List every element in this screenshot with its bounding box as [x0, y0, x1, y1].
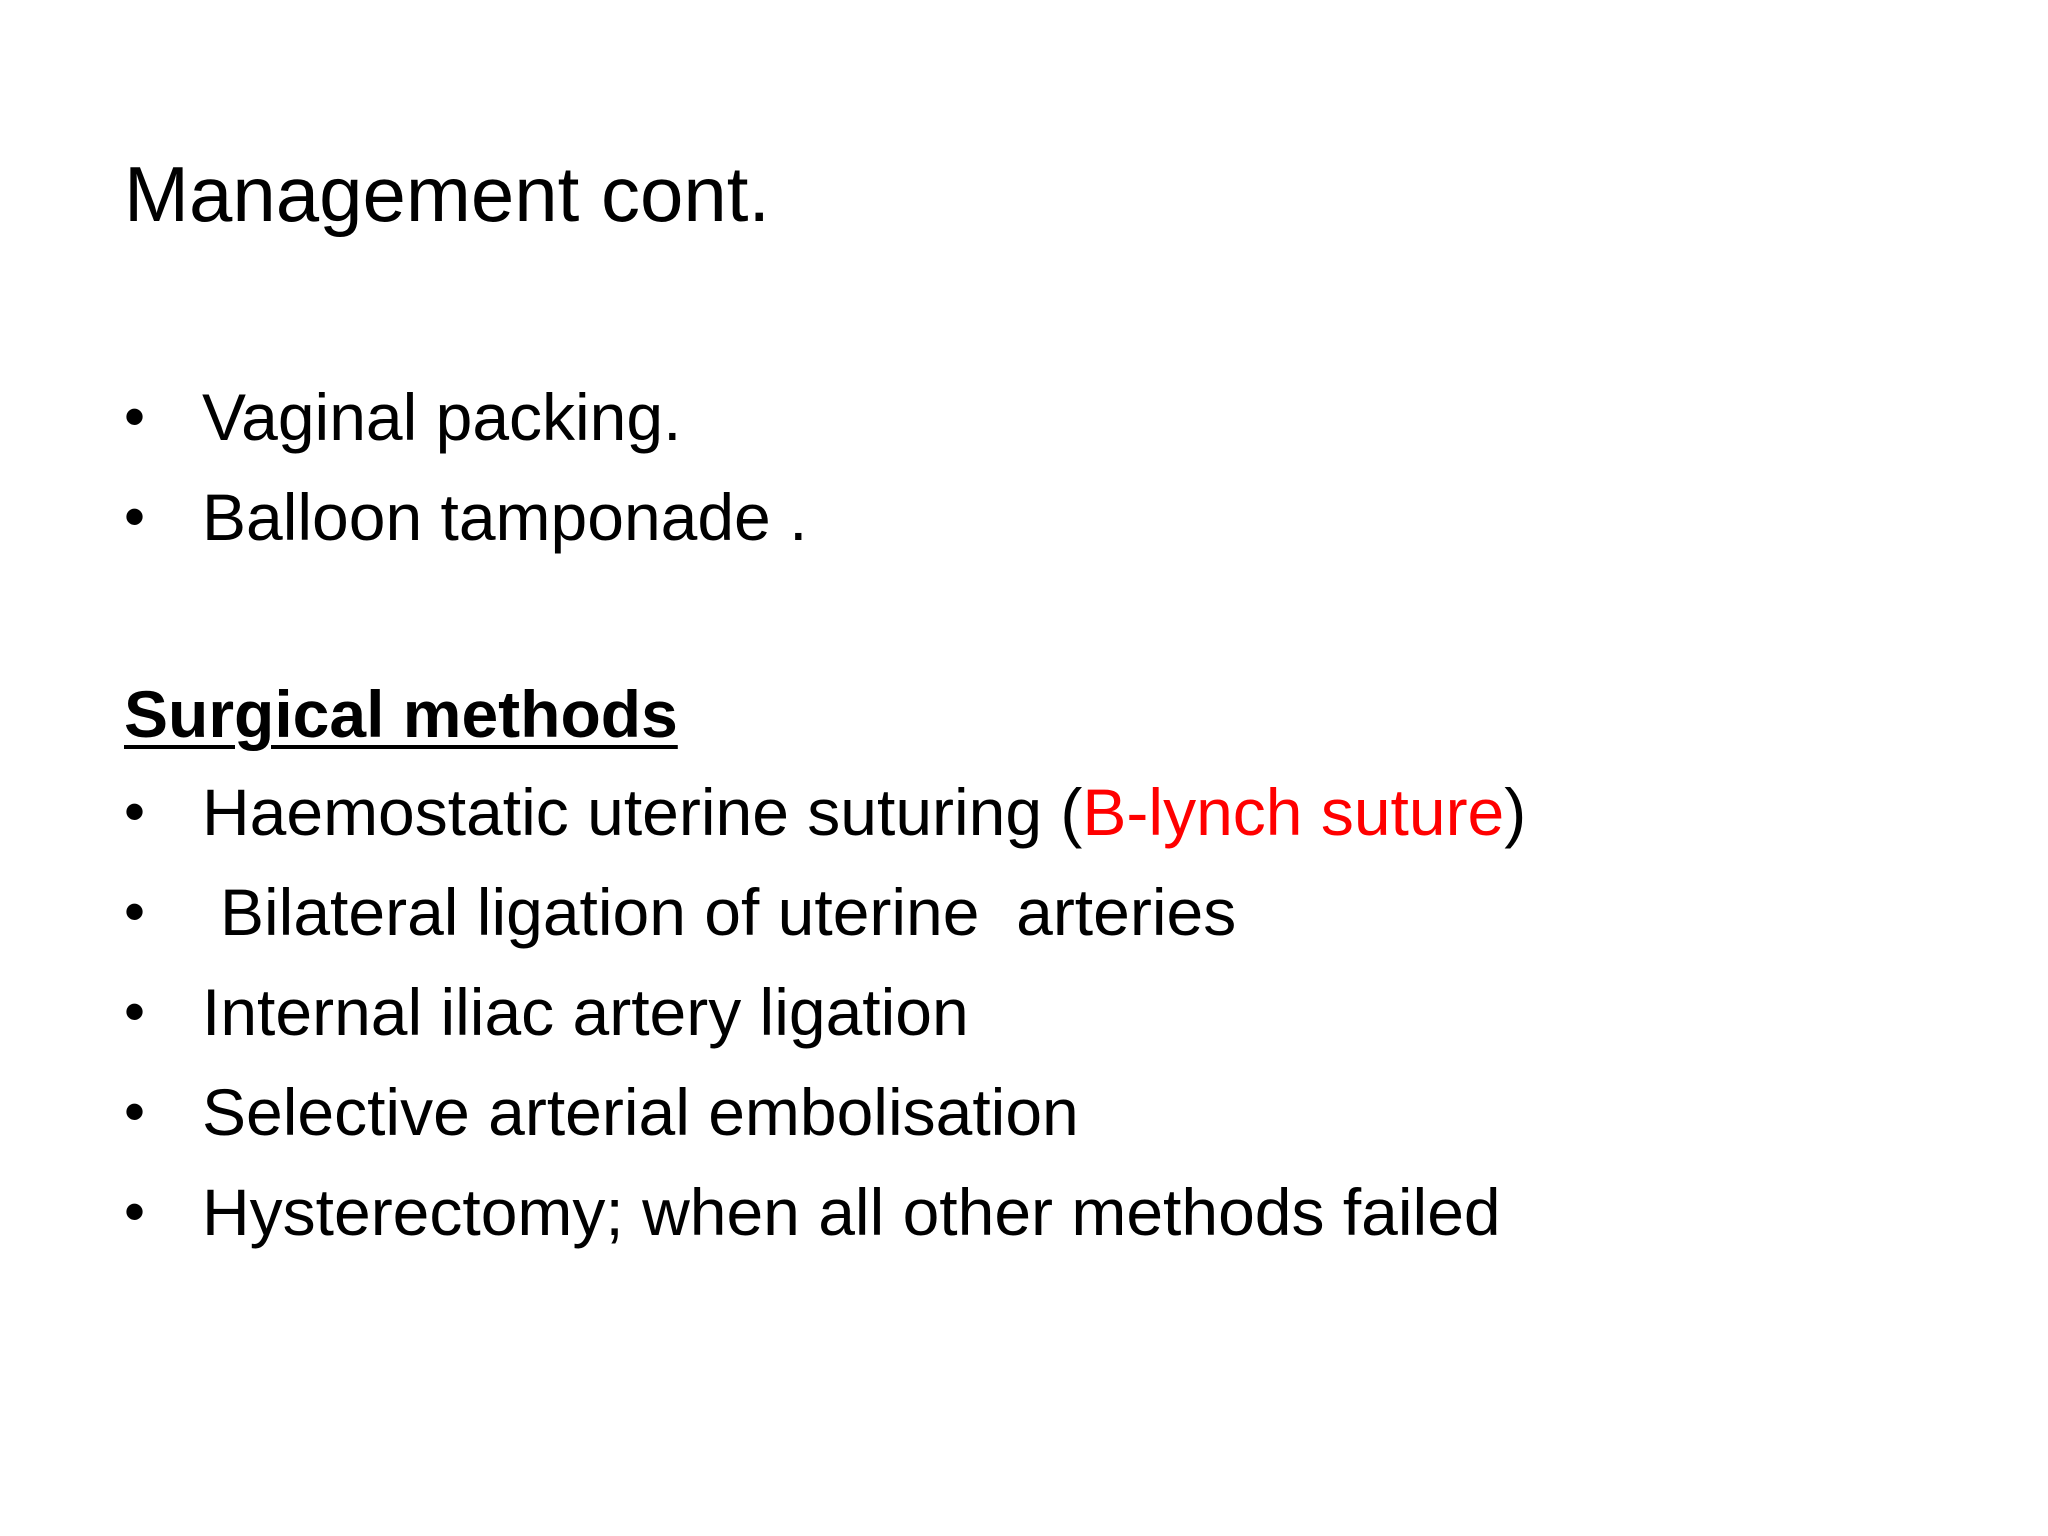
list-item: [124, 1162, 2004, 1262]
list-item-text: Bilateral ligation of uterine arteries: [220, 875, 1237, 949]
bullet-icon: •: [124, 483, 146, 550]
list-item-text-suffix: ): [1504, 775, 1527, 849]
list-item: [124, 762, 2004, 862]
list-item: [124, 1062, 2004, 1162]
list-item-text: Balloon tamponade .: [202, 480, 808, 554]
section-heading-surgical-methods: Surgical methods: [124, 677, 678, 751]
highlighted-term: B-lynch suture: [1082, 775, 1505, 849]
slide-title: Management cont.: [124, 150, 771, 238]
list-item: [124, 862, 2004, 962]
bullet-list-surgical: [124, 762, 2004, 1262]
list-item-text: Hysterectomy; when all other methods failed: [202, 1175, 1501, 1249]
bullet-icon: •: [124, 978, 146, 1045]
bullet-icon: •: [124, 383, 146, 450]
list-item-text: Vaginal packing.: [202, 380, 682, 454]
list-item-text: Selective arterial embolisation: [202, 1075, 1079, 1149]
list-item-text: Internal iliac artery ligation: [202, 975, 969, 1049]
bullet-icon: •: [124, 1178, 146, 1245]
bullet-icon: •: [124, 878, 146, 945]
bullet-icon: •: [124, 1078, 146, 1145]
bullet-list-primary: [124, 367, 2004, 567]
list-item: [124, 367, 2004, 467]
list-item-text-prefix: Haemostatic uterine suturing (: [202, 775, 1083, 849]
list-item: [124, 467, 2004, 567]
list-item: [124, 962, 2004, 1062]
bullet-icon: •: [124, 778, 146, 845]
list-item-text: [202, 762, 1526, 862]
